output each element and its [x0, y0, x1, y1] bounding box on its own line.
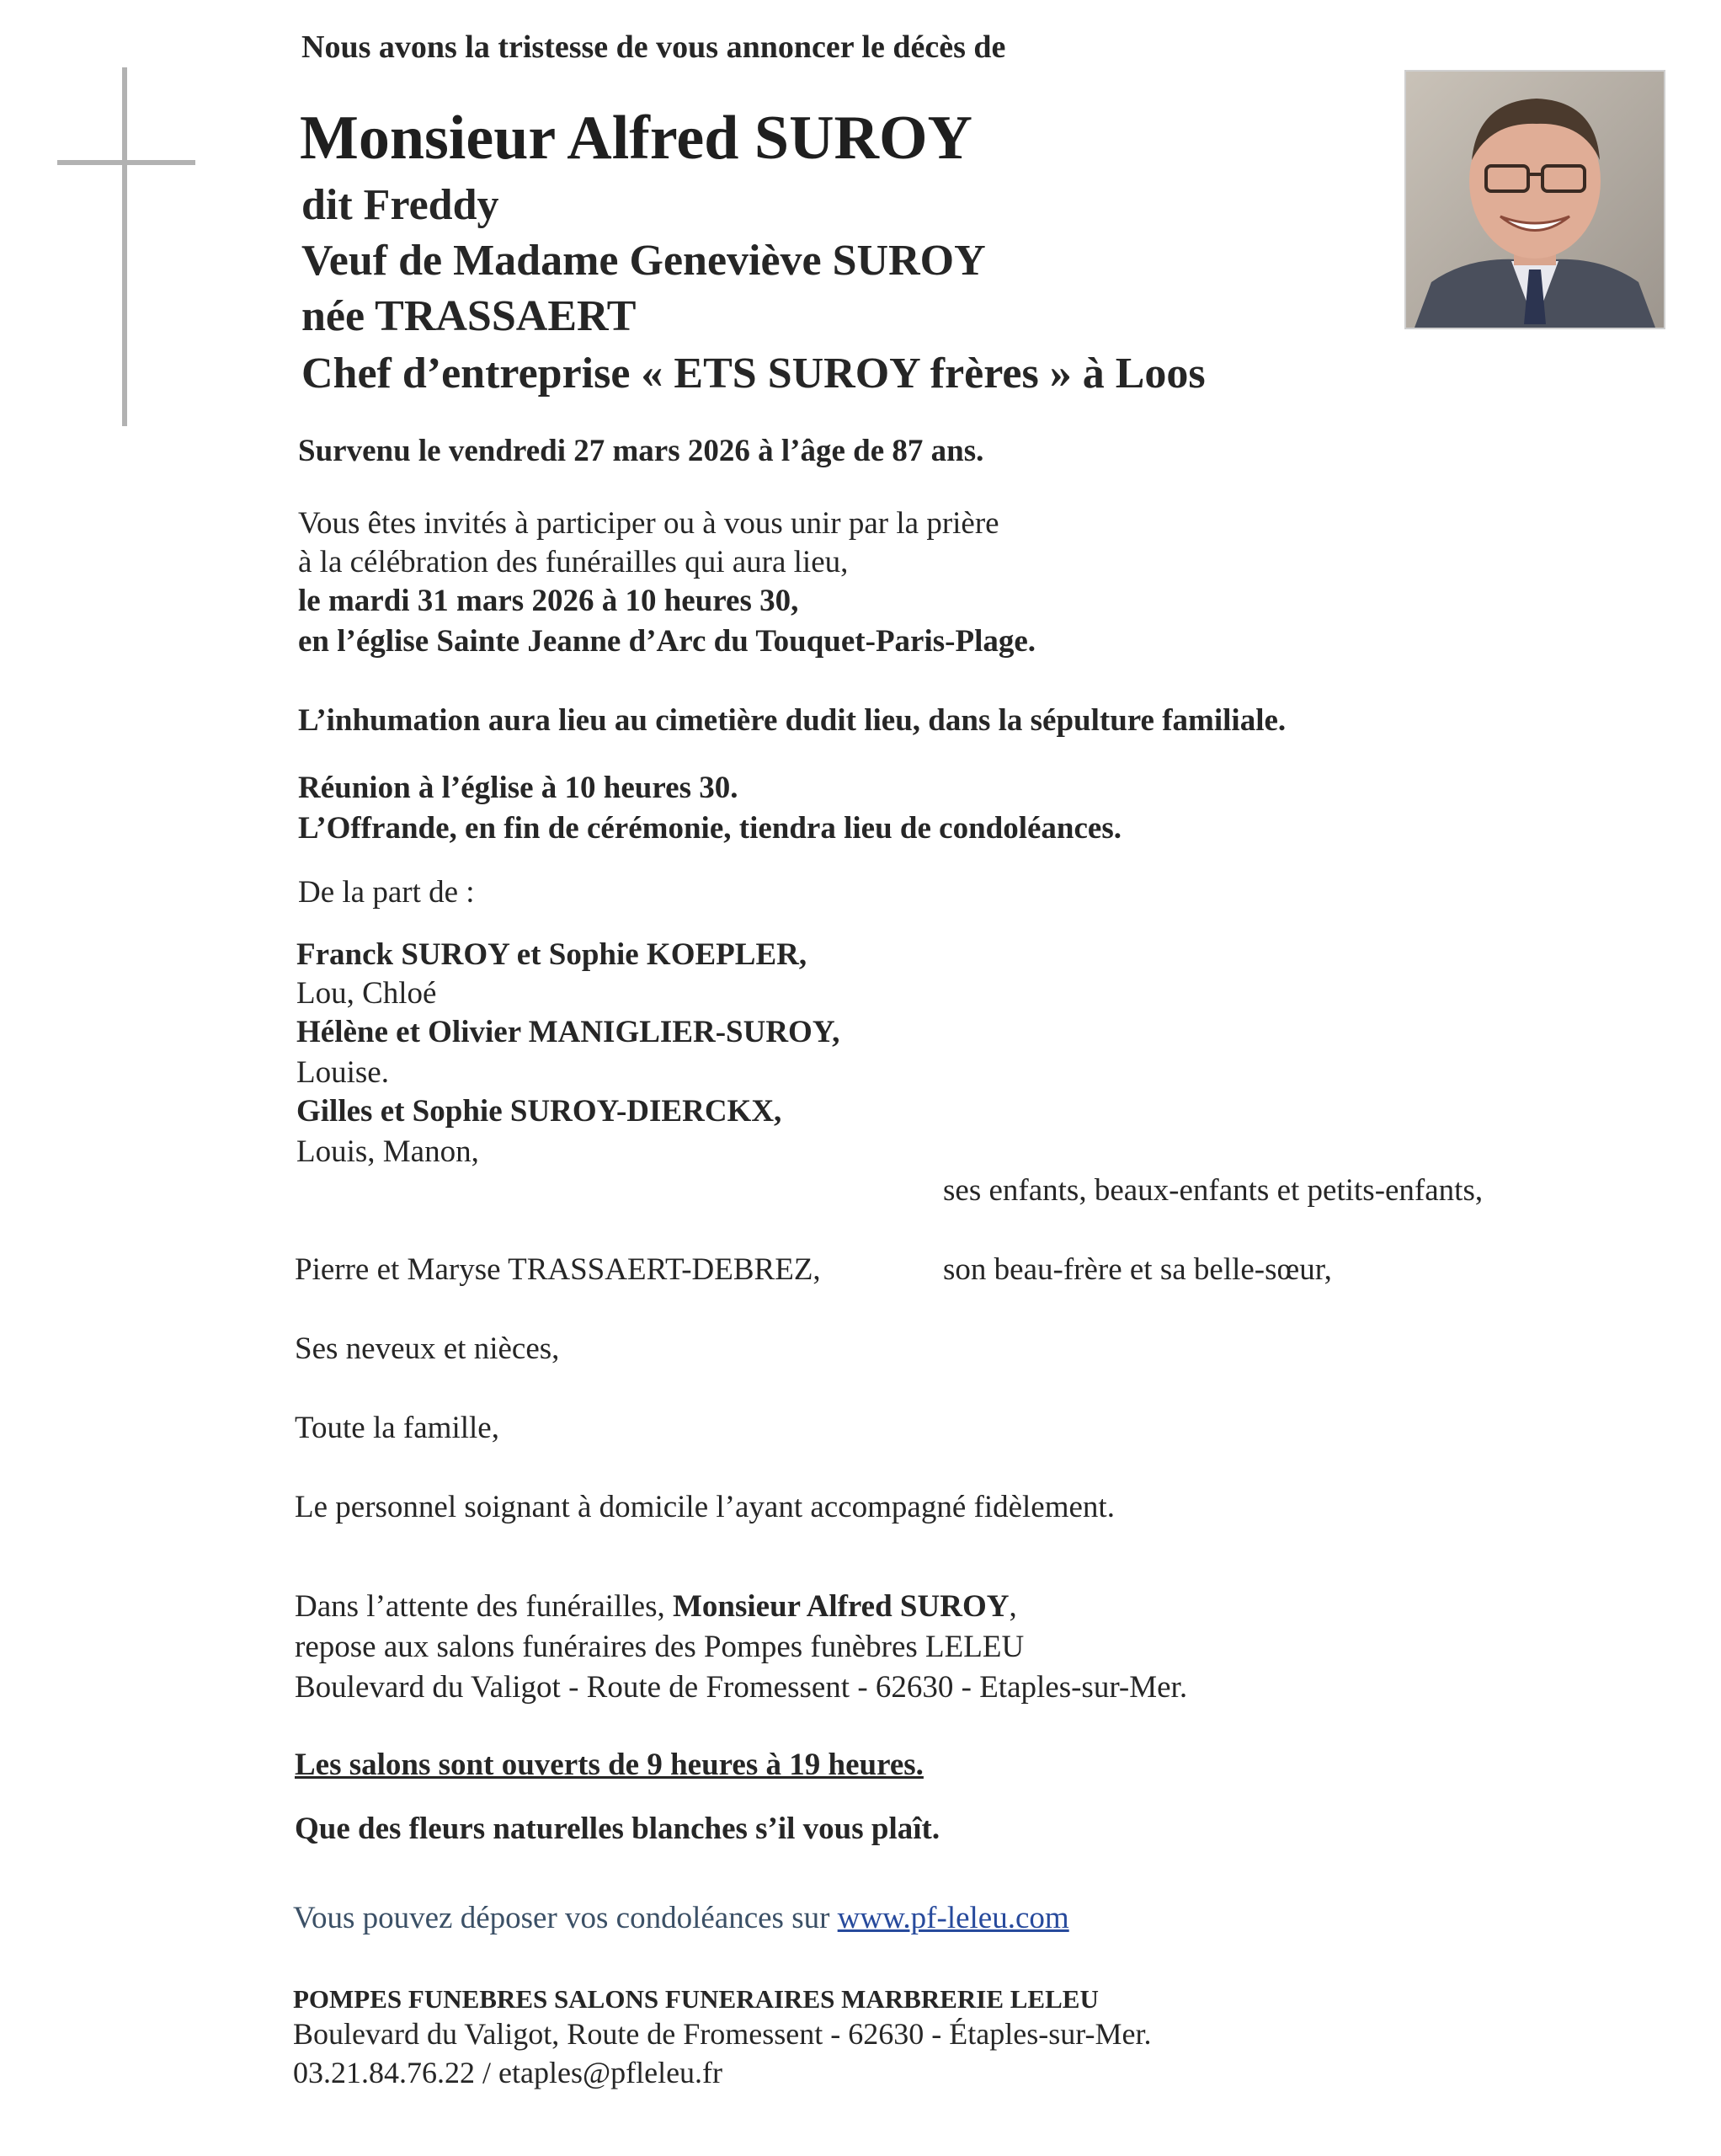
portrait-illustration [1406, 72, 1664, 328]
rest-prefix: Dans l’attente des funérailles, [295, 1589, 673, 1624]
death-line: Survenu le vendredi 27 mars 2026 à l’âge de 87 ans. [298, 434, 984, 468]
family-relation-children: ses enfants, beaux-enfants et petits-enfants, [943, 1173, 1484, 1208]
rest-name: Monsieur Alfred SUROY [672, 1589, 1010, 1624]
meeting-line: Réunion à l’église à 10 heures 30. [298, 771, 738, 805]
deceased-nickname: dit Freddy [301, 181, 499, 229]
family-inlaws: Pierre et Maryse TRASSAERT-DEBREZ, [295, 1252, 821, 1287]
condolences-link[interactable]: www.pf-leleu.com [837, 1901, 1069, 1935]
condolences-line [293, 1900, 1069, 1936]
family-couple-2: Hélène et Olivier MANIGLIER-SUROY, [296, 1015, 840, 1049]
salon-hours: Les salons sont ouverts de 9 heures à 19 heures. [295, 1748, 924, 1782]
rest-suffix: , [1009, 1589, 1017, 1624]
offering-line: L’Offrande, en fin de cérémonie, tiendra lieu de condoléances. [298, 811, 1122, 846]
deceased-name: Monsieur Alfred SUROY [300, 104, 972, 173]
family-children-2: Louise. [296, 1055, 389, 1090]
invitation-line-1: Vous êtes invités à participer ou à vous unir par la prière [298, 506, 999, 541]
family-couple-3: Gilles et Sophie SUROY-DIERCKX, [296, 1094, 782, 1129]
family-care-staff: Le personnel soignant à domicile l’ayant accompagné fidèlement. [295, 1490, 1115, 1524]
funeral-place: en l’église Sainte Jeanne d’Arc du Touquet-Paris-Plage. [298, 624, 1036, 659]
occupation-line: Chef d’entreprise « ETS SUROY frères » à Loos [301, 350, 1206, 398]
family-couple-1: Franck SUROY et Sophie KOEPLER, [296, 937, 807, 972]
cross-vertical-bar [122, 67, 127, 426]
condolences-text: Vous pouvez déposer vos condoléances sur [293, 1901, 838, 1935]
invitation-line-2: à la célébration des funérailles qui aura lieu, [298, 545, 849, 579]
cross-horizontal-bar [57, 160, 195, 165]
footer-address: Boulevard du Valigot, Route de Fromessent - 62630 - Étaples-sur-Mer. [293, 2017, 1152, 2051]
from-label: De la part de : [298, 875, 475, 910]
spouse-line: Veuf de Madame Geneviève SUROY [301, 237, 986, 285]
family-children-3: Louis, Manon, [296, 1134, 479, 1169]
family-all: Toute la famille, [295, 1411, 499, 1445]
funeral-date: le mardi 31 mars 2026 à 10 heures 30, [298, 584, 799, 618]
family-nephews: Ses neveux et nièces, [295, 1331, 560, 1366]
family-children-1: Lou, Chloé [296, 976, 437, 1011]
portrait-photo [1404, 70, 1665, 329]
footer-contact: 03.21.84.76.22 / etaples@pfleleu.fr [293, 2056, 723, 2089]
footer-company: POMPES FUNEBRES SALONS FUNERAIRES MARBRERIE LELEU [293, 1984, 1099, 2014]
spouse-birthname: née TRASSAERT [301, 292, 637, 340]
flowers-request: Que des fleurs naturelles blanches s’il vous plaît. [295, 1812, 940, 1846]
rest-line-2: repose aux salons funéraires des Pompes funèbres LELEU [295, 1630, 1025, 1664]
intro-text: Nous avons la tristesse de vous annoncer le décès de [301, 29, 1006, 65]
burial-line: L’inhumation aura lieu au cimetière dudit lieu, dans la sépulture familiale. [298, 703, 1287, 738]
rest-line-3: Boulevard du Valigot - Route de Fromessent - 62630 - Etaples-sur-Mer. [295, 1670, 1188, 1705]
rest-line-1 [295, 1588, 1017, 1625]
family-relation-inlaws: son beau-frère et sa belle-sœur, [943, 1252, 1332, 1287]
